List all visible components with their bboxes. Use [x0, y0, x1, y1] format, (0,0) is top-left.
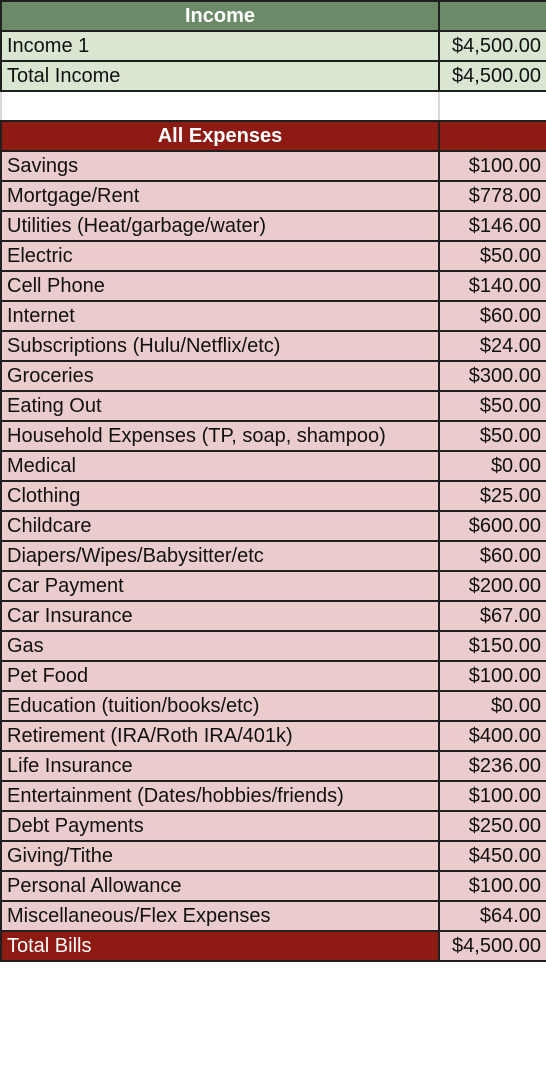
expense-row	[1, 331, 546, 361]
expense-row	[1, 211, 546, 241]
income-header-cell[interactable]: Income	[1, 1, 439, 31]
total-income-row	[1, 61, 546, 91]
expense-label-cell[interactable]: Savings	[1, 151, 439, 181]
expense-amount-cell[interactable]: $50.00	[439, 391, 546, 421]
expense-row	[1, 661, 546, 691]
expense-row	[1, 421, 546, 451]
total-income-amount-cell[interactable]: $4,500.00	[439, 61, 546, 91]
expense-amount-cell[interactable]: $60.00	[439, 301, 546, 331]
expense-label-cell[interactable]: Giving/Tithe	[1, 841, 439, 871]
expense-row	[1, 631, 546, 661]
total-bills-row	[1, 931, 546, 961]
expense-row	[1, 151, 546, 181]
expense-amount-cell[interactable]: $250.00	[439, 811, 546, 841]
expense-row	[1, 691, 546, 721]
expense-row	[1, 781, 546, 811]
expense-label-cell[interactable]: Cell Phone	[1, 271, 439, 301]
total-bills-amount-cell[interactable]: $4,500.00	[439, 931, 546, 961]
income-row	[1, 31, 546, 61]
expense-label-cell[interactable]: Diapers/Wipes/Babysitter/etc	[1, 541, 439, 571]
expense-label-cell[interactable]: Debt Payments	[1, 811, 439, 841]
expense-amount-cell[interactable]: $67.00	[439, 601, 546, 631]
expense-label-cell[interactable]: Personal Allowance	[1, 871, 439, 901]
expense-amount-cell[interactable]: $150.00	[439, 631, 546, 661]
expense-row	[1, 721, 546, 751]
expense-amount-cell[interactable]: $140.00	[439, 271, 546, 301]
expense-label-cell[interactable]: Subscriptions (Hulu/Netflix/etc)	[1, 331, 439, 361]
expense-amount-cell[interactable]: $0.00	[439, 451, 546, 481]
expense-row	[1, 871, 546, 901]
expense-row	[1, 451, 546, 481]
empty-cell[interactable]	[439, 91, 546, 121]
expense-label-cell[interactable]: Groceries	[1, 361, 439, 391]
expense-amount-cell[interactable]: $236.00	[439, 751, 546, 781]
income-header-row	[1, 1, 546, 31]
expense-label-cell[interactable]: Education (tuition/books/etc)	[1, 691, 439, 721]
expense-amount-cell[interactable]: $146.00	[439, 211, 546, 241]
expense-row	[1, 571, 546, 601]
income-label-cell[interactable]: Income 1	[1, 31, 439, 61]
expense-amount-cell[interactable]: $300.00	[439, 361, 546, 391]
expense-amount-cell[interactable]: $600.00	[439, 511, 546, 541]
expense-amount-cell[interactable]: $100.00	[439, 871, 546, 901]
expense-label-cell[interactable]: Entertainment (Dates/hobbies/friends)	[1, 781, 439, 811]
expense-row	[1, 181, 546, 211]
expense-label-cell[interactable]: Electric	[1, 241, 439, 271]
expense-label-cell[interactable]: Medical	[1, 451, 439, 481]
expense-label-cell[interactable]: Miscellaneous/Flex Expenses	[1, 901, 439, 931]
expense-row	[1, 811, 546, 841]
income-header-amount-cell[interactable]	[439, 1, 546, 31]
expense-amount-cell[interactable]: $50.00	[439, 421, 546, 451]
expense-row	[1, 391, 546, 421]
expense-row	[1, 841, 546, 871]
expense-label-cell[interactable]: Utilities (Heat/garbage/water)	[1, 211, 439, 241]
expense-label-cell[interactable]: Internet	[1, 301, 439, 331]
expense-amount-cell[interactable]: $778.00	[439, 181, 546, 211]
expense-row	[1, 541, 546, 571]
expense-row	[1, 301, 546, 331]
expense-amount-cell[interactable]: $100.00	[439, 661, 546, 691]
expense-amount-cell[interactable]: $25.00	[439, 481, 546, 511]
income-amount-cell[interactable]: $4,500.00	[439, 31, 546, 61]
expense-label-cell[interactable]: Household Expenses (TP, soap, shampoo)	[1, 421, 439, 451]
sheet-body	[1, 1, 546, 961]
expense-amount-cell[interactable]: $100.00	[439, 151, 546, 181]
expense-label-cell[interactable]: Gas	[1, 631, 439, 661]
expense-amount-cell[interactable]: $24.00	[439, 331, 546, 361]
expense-amount-cell[interactable]: $100.00	[439, 781, 546, 811]
expense-amount-cell[interactable]: $200.00	[439, 571, 546, 601]
expense-label-cell[interactable]: Car Insurance	[1, 601, 439, 631]
expenses-header-amount-cell[interactable]	[439, 121, 546, 151]
expense-amount-cell[interactable]: $450.00	[439, 841, 546, 871]
expense-row	[1, 241, 546, 271]
expense-row	[1, 481, 546, 511]
expense-label-cell[interactable]: Eating Out	[1, 391, 439, 421]
expense-amount-cell[interactable]: $60.00	[439, 541, 546, 571]
expense-amount-cell[interactable]: $400.00	[439, 721, 546, 751]
expense-amount-cell[interactable]: $64.00	[439, 901, 546, 931]
expenses-header-cell[interactable]: All Expenses	[1, 121, 439, 151]
expense-row	[1, 361, 546, 391]
total-income-label-cell[interactable]: Total Income	[1, 61, 439, 91]
expense-row	[1, 751, 546, 781]
expense-label-cell[interactable]: Clothing	[1, 481, 439, 511]
expense-row	[1, 271, 546, 301]
expense-label-cell[interactable]: Pet Food	[1, 661, 439, 691]
expense-amount-cell[interactable]: $50.00	[439, 241, 546, 271]
expense-label-cell[interactable]: Retirement (IRA/Roth IRA/401k)	[1, 721, 439, 751]
spacer-row	[1, 91, 546, 121]
expense-row	[1, 601, 546, 631]
expense-row	[1, 901, 546, 931]
expense-label-cell[interactable]: Car Payment	[1, 571, 439, 601]
expense-label-cell[interactable]: Life Insurance	[1, 751, 439, 781]
expense-label-cell[interactable]: Mortgage/Rent	[1, 181, 439, 211]
expense-label-cell[interactable]: Childcare	[1, 511, 439, 541]
total-bills-label-cell[interactable]: Total Bills	[1, 931, 439, 961]
expense-amount-cell[interactable]: $0.00	[439, 691, 546, 721]
expense-row	[1, 511, 546, 541]
empty-cell[interactable]	[1, 91, 439, 121]
expenses-header-row	[1, 121, 546, 151]
